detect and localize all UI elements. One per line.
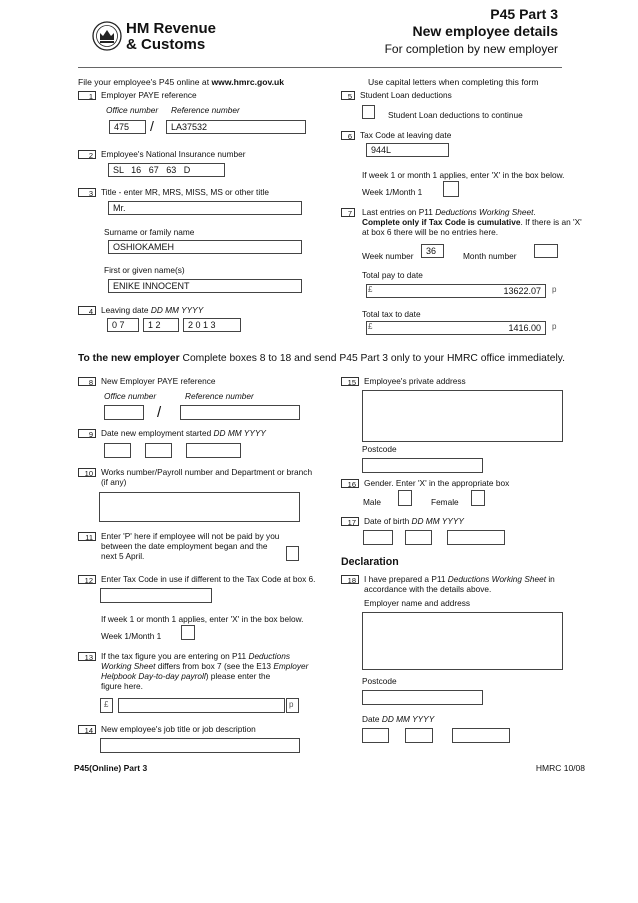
section-3-number: 3 [78, 188, 96, 197]
s13-line4: figure here. [101, 681, 143, 691]
month-number-field[interactable] [534, 244, 558, 258]
employer-office-number-field[interactable]: 475 [109, 120, 146, 134]
s1-office-label: Office number [106, 105, 159, 115]
start-year-field[interactable] [186, 443, 241, 458]
birth-day-field[interactable] [363, 530, 393, 545]
declaration-day-field[interactable] [362, 728, 389, 743]
s18-line2: accordance with the details above. [364, 584, 492, 594]
s15-postcode-label: Postcode [362, 444, 397, 454]
birth-year-field[interactable] [447, 530, 505, 545]
section-10-number: 10 [78, 468, 96, 477]
s12-label: Enter Tax Code in use if different to the Tax Code at box 6. [101, 574, 316, 584]
section-9-number: 9 [78, 429, 96, 438]
s10-line1: Works number/Payroll number and Department or branch [101, 467, 313, 477]
s8-ref-label: Reference number [185, 391, 254, 401]
employer-name-label: Employer name and address [364, 598, 471, 608]
new-office-number-field[interactable] [104, 405, 144, 420]
s3-label: Title - enter MR, MRS, MISS, MS or other title [101, 187, 269, 197]
total-pay-label: Total pay to date [362, 270, 423, 280]
tax-figure-field[interactable] [118, 698, 285, 713]
surname-field[interactable]: OSHIOKAMEH [108, 240, 302, 254]
crown-crest-icon [92, 20, 122, 52]
private-postcode-field[interactable] [362, 458, 483, 473]
section-17-number: 17 [341, 517, 359, 526]
s11-line1: Enter 'P' here if employee will not be paid by you [101, 531, 280, 541]
declaration-date-label: Date DD MM YYYY [362, 714, 435, 724]
s8-label: New Employer PAYE reference [101, 376, 216, 386]
first-name-label: First or given name(s) [104, 265, 185, 275]
student-loan-note: Student Loan deductions to continue [388, 110, 523, 120]
section-11-number: 11 [78, 532, 96, 541]
private-address-field[interactable] [362, 390, 563, 442]
job-title-field[interactable] [100, 738, 300, 753]
s1-slash: / [150, 118, 154, 134]
section-4-number: 4 [78, 306, 96, 315]
tax-pound-sign: £ [368, 322, 373, 331]
new-tax-code-field[interactable] [100, 588, 212, 603]
s12-week1-note: If week 1 or month 1 applies, enter 'X' in the box below. [101, 614, 304, 624]
employer-reference-field[interactable]: LA37532 [166, 120, 306, 134]
section-15-number: 15 [341, 377, 359, 386]
s13-line3: Helpbook Day-to-day payroll) please enter the [101, 671, 271, 681]
s12-week1-label: Week 1/Month 1 [101, 631, 162, 641]
s7-line2: Complete only if Tax Code is cumulative. If there is an 'X' [362, 217, 582, 227]
start-day-field[interactable] [104, 443, 131, 458]
s18-line1: I have prepared a P11 Deductions Working Sheet in [364, 574, 555, 584]
section-2-number: 2 [78, 150, 96, 159]
leaving-year-field[interactable]: 2 0 1 3 [183, 318, 241, 332]
section-6-number: 6 [341, 131, 355, 140]
male-checkbox[interactable] [398, 490, 412, 506]
s17-label: Date of birth DD MM YYYY [364, 516, 464, 526]
section-18-number: 18 [341, 575, 359, 584]
s6-week1-label: Week 1/Month 1 [362, 187, 423, 197]
section-13-number: 13 [78, 652, 96, 661]
section-7-number: 7 [341, 208, 355, 217]
week-number-label: Week number [362, 251, 414, 261]
s15-label: Employee's private address [364, 376, 466, 386]
footer-version: HMRC 10/08 [535, 763, 585, 773]
s13-line1: If the tax figure you are entering on P11 Deductions [101, 651, 290, 661]
form-subtitle: For completion by new employer [384, 42, 558, 56]
s5-label: Student Loan deductions [360, 90, 452, 100]
header-divider [78, 67, 562, 68]
s12-week1-checkbox[interactable] [181, 625, 195, 640]
s2-label: Employee's National Insurance number [101, 149, 246, 159]
s7-line3: at box 6 there will be no entries here. [362, 227, 499, 237]
file-online-note: File your employee's P45 online at www.hmrc.gov.uk [78, 77, 285, 87]
s1-label: Employer PAYE reference [101, 90, 197, 100]
footer-form-id: P45(Online) Part 3 [74, 763, 148, 773]
s11-line2: between the date employment began and the [101, 541, 268, 551]
section-12-number: 12 [78, 575, 96, 584]
start-month-field[interactable] [145, 443, 172, 458]
brand-line-1: HM Revenue [126, 20, 217, 37]
section-8-number: 8 [78, 377, 96, 386]
new-reference-field[interactable] [180, 405, 300, 420]
tax-code-field[interactable]: 944L [366, 143, 449, 157]
form-part: P45 Part 3 [490, 6, 558, 22]
birth-month-field[interactable] [405, 530, 432, 545]
total-tax-field[interactable]: 1416.00 [366, 321, 546, 335]
title-field[interactable]: Mr. [108, 201, 302, 215]
s6-week1-checkbox[interactable] [443, 181, 459, 197]
male-label: Male [363, 497, 381, 507]
employer-postcode-field[interactable] [362, 690, 483, 705]
pay-pound-sign: £ [368, 285, 373, 294]
declaration-heading: Declaration [341, 556, 399, 568]
section-14-number: 14 [78, 725, 96, 734]
s1-ref-label: Reference number [171, 105, 240, 115]
section-16-number: 16 [341, 479, 359, 488]
s9-label: Date new employment started DD MM YYYY [101, 428, 266, 438]
s13-pound-sign: £ [104, 700, 109, 709]
s16-label: Gender. Enter 'X' in the appropriate box [364, 478, 510, 488]
student-loan-checkbox[interactable] [362, 105, 375, 119]
s13-line2: Working Sheet differs from box 7 (see the E13 Employer [101, 661, 309, 671]
s11-line3: next 5 April. [101, 551, 145, 561]
declaration-month-field[interactable] [405, 728, 433, 743]
female-checkbox[interactable] [471, 490, 485, 506]
pay-pence-sign: p [552, 285, 557, 294]
first-name-field[interactable]: ENIKE INNOCENT [108, 279, 302, 293]
female-label: Female [431, 497, 459, 507]
leaving-day-field[interactable]: 0 7 [107, 318, 139, 332]
form-title: New employee details [412, 23, 558, 39]
s6-week1-note: If week 1 or month 1 applies, enter 'X' in the box below. [362, 170, 565, 180]
s13-pence-sign: p [289, 700, 294, 709]
not-paid-checkbox[interactable] [286, 546, 299, 561]
s18-postcode-label: Postcode [362, 676, 397, 686]
s8-slash: / [157, 404, 162, 421]
s8-office-label: Office number [104, 391, 157, 401]
declaration-year-field[interactable] [452, 728, 510, 743]
leaving-month-field[interactable]: 1 2 [143, 318, 179, 332]
ni-number-field[interactable]: SL 16 67 63 D [108, 163, 225, 177]
s4-label: Leaving date DD MM YYYY [101, 305, 204, 315]
surname-label: Surname or family name [104, 227, 195, 237]
tax-pence-sign: p [552, 322, 557, 331]
s7-line1: Last entries on P11 Deductions Working Sheet. [362, 207, 536, 217]
employer-name-address-field[interactable] [362, 612, 563, 670]
s10-line2: (if any) [101, 477, 127, 487]
new-employer-instruction: To the new employer Complete boxes 8 to 18 and send P45 Part 3 only to your HMRC office immediately. [78, 353, 566, 364]
brand-line-2: & Customs [126, 36, 206, 53]
capitals-note: Use capital letters when completing this form [368, 77, 539, 87]
week-number-field[interactable]: 36 [421, 244, 444, 258]
works-number-field[interactable] [99, 492, 300, 522]
total-tax-label: Total tax to date [362, 309, 421, 319]
month-number-label: Month number [463, 251, 517, 261]
s14-label: New employee's job title or job description [101, 724, 256, 734]
total-pay-field[interactable]: 13622.07 [366, 284, 546, 298]
section-5-number: 5 [341, 91, 355, 100]
s6-label: Tax Code at leaving date [360, 130, 452, 140]
section-1-number: 1 [78, 91, 96, 100]
